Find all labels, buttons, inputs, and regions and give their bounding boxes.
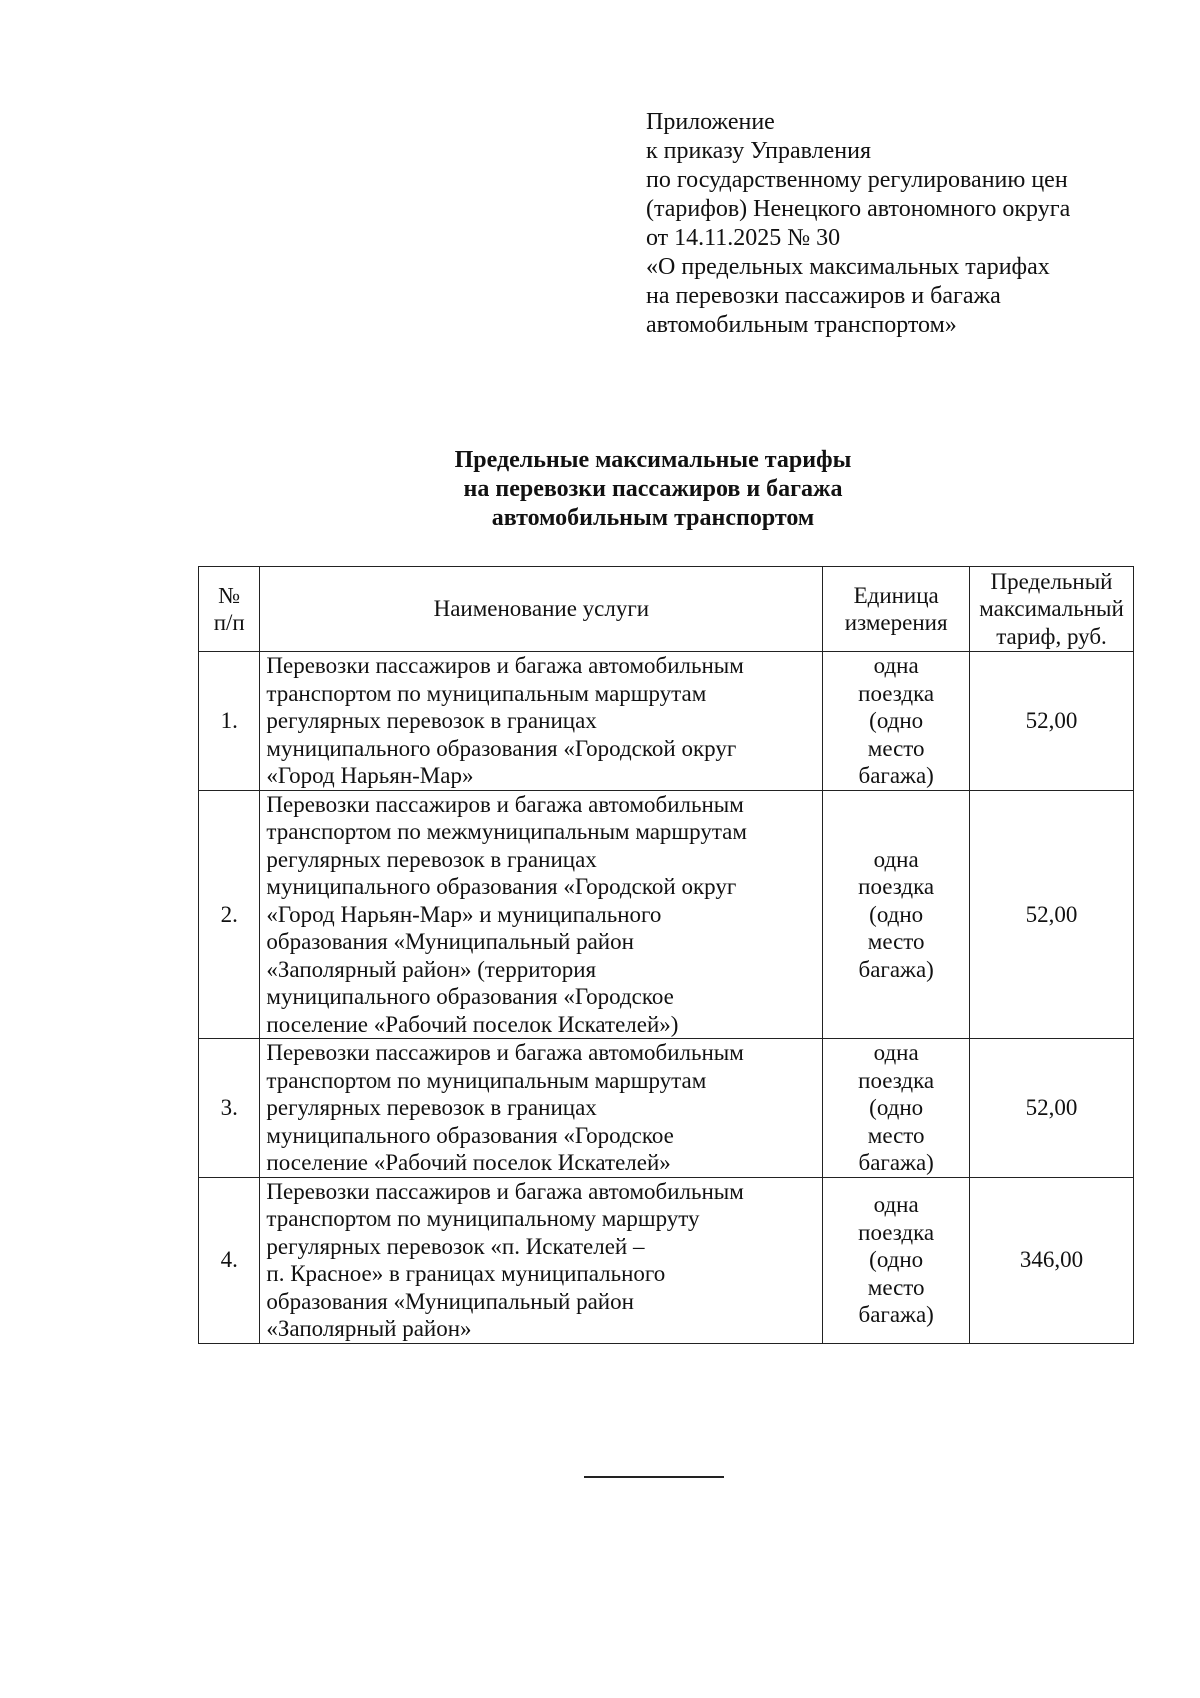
unit-line: поездка <box>858 680 935 706</box>
header-tariff-line: тариф, руб. <box>996 623 1107 649</box>
service-name-line: муниципального образования «Городское <box>266 984 674 1009</box>
service-name-line: Перевозки пассажиров и багажа автомобильным <box>266 653 744 678</box>
header-unit <box>823 567 970 652</box>
service-name-line: поселение «Рабочий поселок Искателей» <box>266 1150 671 1175</box>
table-row <box>199 652 1134 791</box>
unit-line: место <box>867 1274 925 1300</box>
appendix-line: на перевозки пассажиров и багажа <box>646 283 1001 309</box>
service-name-line: регулярных перевозок в границах <box>266 1095 597 1120</box>
unit-line: поездка <box>858 1067 935 1093</box>
document-title <box>0 446 1200 533</box>
header-tariff-line: Предельный <box>990 568 1113 594</box>
title-line: автомобильным транспортом <box>491 505 815 531</box>
unit-line: место <box>867 735 925 761</box>
unit-line: (одно <box>869 1095 924 1120</box>
unit-line: багажа) <box>858 1302 934 1328</box>
table-header-row <box>199 567 1134 652</box>
service-name-line: «Город Нарьян-Мар» и муниципального <box>266 901 662 927</box>
row-tariff: 52,00 <box>970 1039 1134 1178</box>
title-line: на перевозки пассажиров и багажа <box>463 476 843 502</box>
service-name-line: муниципального образования «Городское <box>266 1122 674 1148</box>
title-line: Предельные максимальные тарифы <box>454 447 852 473</box>
table-row <box>199 1039 1134 1178</box>
row-service-name <box>260 1039 823 1178</box>
service-name-line: транспортом по межмуниципальным маршрутам <box>266 819 747 844</box>
unit-line: одна <box>873 653 919 678</box>
row-tariff: 52,00 <box>970 790 1134 1039</box>
unit-line: (одно <box>869 901 924 927</box>
header-number-line: № <box>218 582 241 608</box>
row-number: 2. <box>199 790 260 1039</box>
row-unit <box>823 652 970 791</box>
row-unit <box>823 1039 970 1178</box>
service-name-line: п. Красное» в границах муниципального <box>266 1261 666 1286</box>
unit-line: место <box>867 929 925 954</box>
appendix-line: автомобильным транспортом» <box>646 312 957 338</box>
appendix-note <box>646 108 1186 340</box>
header-tariff <box>970 567 1134 652</box>
unit-line: место <box>867 1122 925 1148</box>
unit-line: одна <box>873 846 919 872</box>
row-unit <box>823 790 970 1039</box>
service-name-line: «Заполярный район» <box>266 1316 472 1341</box>
service-name-line: образования «Муниципальный район <box>266 929 634 954</box>
row-number: 4. <box>199 1177 260 1343</box>
service-name-line: Перевозки пассажиров и багажа автомобильным <box>266 1178 744 1204</box>
unit-line: поездка <box>858 1219 935 1245</box>
unit-line: багажа) <box>858 763 934 788</box>
unit-line: одна <box>873 1040 919 1065</box>
service-name-line: «Город Нарьян-Мар» <box>266 763 474 788</box>
appendix-line: к приказу Управления <box>646 138 872 164</box>
row-unit <box>823 1177 970 1343</box>
row-tariff: 346,00 <box>970 1177 1134 1343</box>
table-row <box>199 1177 1134 1343</box>
tariff-table <box>198 566 1134 1344</box>
header-number <box>199 567 260 652</box>
row-tariff: 52,00 <box>970 652 1134 791</box>
service-name-line: транспортом по муниципальному маршруту <box>266 1206 700 1231</box>
service-name-line: образования «Муниципальный район <box>266 1288 634 1314</box>
service-name-line: регулярных перевозок в границах <box>266 708 597 733</box>
closing-rule <box>584 1476 724 1478</box>
unit-line: багажа) <box>858 956 934 982</box>
unit-line: одна <box>873 1192 919 1218</box>
service-name-line: муниципального образования «Городской округ <box>266 735 737 761</box>
unit-line: (одно <box>869 708 924 733</box>
row-number: 1. <box>199 652 260 791</box>
appendix-line: «О предельных максимальных тарифах <box>646 254 1050 280</box>
header-unit-line: Единица <box>853 582 939 608</box>
row-service-name <box>260 790 823 1039</box>
unit-line: поездка <box>858 874 935 899</box>
appendix-line: (тарифов) Ненецкого автономного округа <box>646 196 1071 222</box>
service-name-line: «Заполярный район» (территория <box>266 956 597 982</box>
row-service-name <box>260 1177 823 1343</box>
service-name-line: Перевозки пассажиров и багажа автомобильным <box>266 791 744 817</box>
table-row <box>199 790 1134 1039</box>
appendix-line: от 14.11.2025 № 30 <box>646 225 841 251</box>
appendix-line: Приложение <box>646 109 775 135</box>
unit-line: багажа) <box>858 1150 934 1175</box>
service-name-line: муниципального образования «Городской округ <box>266 874 737 899</box>
service-name-line: транспортом по муниципальным маршрутам <box>266 680 707 706</box>
service-name-line: Перевозки пассажиров и багажа автомобильным <box>266 1040 744 1065</box>
header-unit-line: измерения <box>844 610 948 635</box>
service-name-line: регулярных перевозок «п. Искателей – <box>266 1233 645 1259</box>
header-number-line: п/п <box>213 610 245 635</box>
row-service-name <box>260 652 823 791</box>
row-number: 3. <box>199 1039 260 1178</box>
service-name-line: транспортом по муниципальным маршрутам <box>266 1067 707 1093</box>
service-name-line: регулярных перевозок в границах <box>266 846 597 872</box>
header-tariff-line: максимальный <box>979 596 1124 622</box>
appendix-line: по государственному регулированию цен <box>646 167 1068 193</box>
service-name-line: поселение «Рабочий поселок Искателей») <box>266 1011 679 1037</box>
unit-line: (одно <box>869 1247 924 1273</box>
header-service-name: Наименование услуги <box>260 567 823 652</box>
